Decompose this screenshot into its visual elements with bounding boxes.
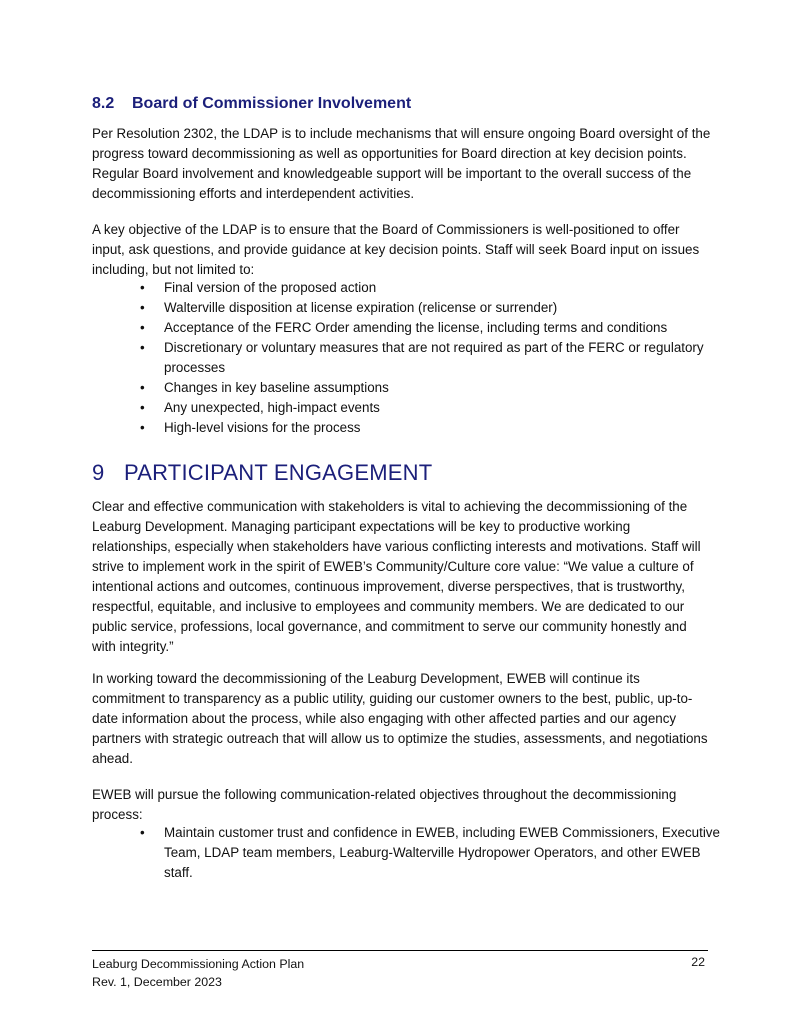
list-item: • Changes in key baseline assumptions xyxy=(140,378,720,398)
footer-divider xyxy=(92,950,708,951)
bullet-icon: • xyxy=(140,340,145,355)
paragraph: Clear and effective communication with stakeholders is vital to achieving the decommissioning of the Leaburg Development. Managing participant expectations will be key to productive working relationships, especially when stakeholders have various conflicting interests and motivations. Staff will strive to implement work in the spirit of EWEB’s Community/Culture core value: “We value a culture of intentional actions and outcomes, continuous improvement, diverse perspectives, that is trustworthy, respectful, equitable, and inclusive to employees and community members. We are dedicated to our public service, professions, local governance, and commitment to serve our community honestly and with integrity.” xyxy=(92,499,701,654)
paragraph: A key objective of the LDAP is to ensure that the Board of Commissioners is well-positioned to offer input, ask questions, and provide guidance at key decision points. Staff will seek Board input on issues including, but not limited to: xyxy=(92,222,700,277)
list-item: • Walterville disposition at license expiration (relicense or surrender) xyxy=(140,298,720,318)
page-number: 22 xyxy=(691,955,705,969)
list-item: • High-level visions for the process xyxy=(140,418,720,438)
section-8-2-heading xyxy=(92,95,411,113)
section-9-heading xyxy=(92,460,432,486)
bullet-list-board-input xyxy=(140,278,720,438)
paragraph: EWEB will pursue the following communication-related objectives throughout the decommissioning process: xyxy=(92,787,677,822)
bullet-icon: • xyxy=(140,300,145,315)
bullet-list-objectives xyxy=(140,823,720,883)
bullet-icon: • xyxy=(140,320,145,335)
list-item: • Final version of the proposed action xyxy=(140,278,720,298)
bullet-icon: • xyxy=(140,380,145,395)
section-number: 8.2 xyxy=(92,95,115,112)
paragraph: In working toward the decommissioning of the Leaburg Development, EWEB will continue its commitment to transparency as a public utility, guiding our customer owners to the best, public, up-to-date information about the process, while also engaging with other affected parties and our agency partners with strategic outreach that will allow us to optimize the studies, assessments, and negotiations ahead. xyxy=(92,671,708,766)
footer-revision: Rev. 1, December 2023 xyxy=(92,975,222,989)
list-item: • Discretionary or voluntary measures that are not required as part of the FERC or regulatory processes xyxy=(140,340,704,375)
bullet-icon: • xyxy=(140,825,145,840)
list-item: • Acceptance of the FERC Order amending the license, including terms and conditions xyxy=(140,318,720,338)
section-title: PARTICIPANT ENGAGEMENT xyxy=(124,460,433,485)
section-number: 9 xyxy=(92,460,105,485)
paragraph: Per Resolution 2302, the LDAP is to include mechanisms that will ensure ongoing Board oversight of the progress toward decommissioning as well as opportunities for Board direction at key decision points. Regular Board involvement and knowledgeable support will be important to the overall success of the decommissioning efforts and interdependent activities. xyxy=(92,126,711,201)
bullet-icon: • xyxy=(140,280,145,295)
section-title: Board of Commissioner Involvement xyxy=(132,95,412,112)
footer-left xyxy=(92,955,304,991)
list-item: • Any unexpected, high-impact events xyxy=(140,398,720,418)
footer-doc-title: Leaburg Decommissioning Action Plan xyxy=(92,957,305,971)
bullet-icon: • xyxy=(140,420,145,435)
bullet-icon: • xyxy=(140,400,145,415)
list-item: • Maintain customer trust and confidence in EWEB, including EWEB Commissioners, Executive Team, LDAP team members, Leaburg-Walterville Hydropower Operators, and other EWEB staff. xyxy=(140,825,720,880)
